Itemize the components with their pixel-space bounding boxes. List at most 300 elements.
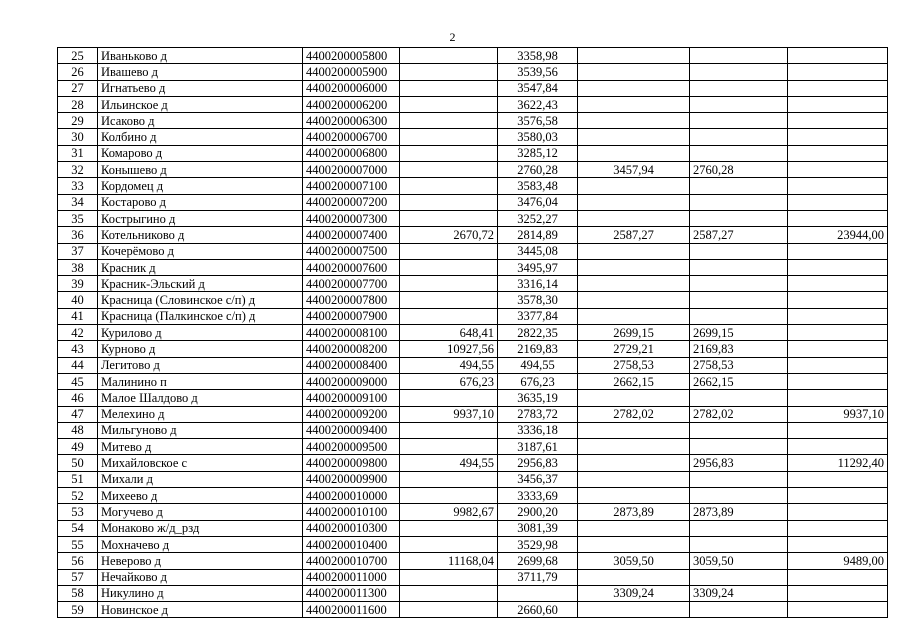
value-col-3 (578, 129, 690, 145)
table-row (58, 113, 888, 129)
value-col-3: 2587,27 (578, 227, 690, 243)
table-row (58, 48, 888, 64)
settlement-name: Красница (Словинское с/п) д (98, 292, 303, 308)
row-number: 56 (58, 553, 98, 569)
value-col-1 (400, 210, 498, 226)
value-col-2: 2760,28 (498, 162, 578, 178)
value-col-2: 3333,69 (498, 488, 578, 504)
row-number: 50 (58, 455, 98, 471)
value-col-1 (400, 276, 498, 292)
value-col-5 (788, 569, 888, 585)
value-col-4: 2760,28 (690, 162, 788, 178)
value-col-1 (400, 145, 498, 161)
settlement-name: Красница (Палкинское с/п) д (98, 308, 303, 324)
settlement-code: 4400200007400 (303, 227, 400, 243)
value-col-3 (578, 96, 690, 112)
row-number: 30 (58, 129, 98, 145)
table-row (58, 80, 888, 96)
value-col-3 (578, 113, 690, 129)
value-col-2: 3635,19 (498, 390, 578, 406)
value-col-2: 2900,20 (498, 504, 578, 520)
settlement-code: 4400200008200 (303, 341, 400, 357)
value-col-2: 2956,83 (498, 455, 578, 471)
value-col-2: 3377,84 (498, 308, 578, 324)
value-col-2: 3576,58 (498, 113, 578, 129)
row-number: 38 (58, 259, 98, 275)
settlement-code: 4400200007200 (303, 194, 400, 210)
value-col-5 (788, 48, 888, 64)
table-row (58, 439, 888, 455)
row-number: 53 (58, 504, 98, 520)
settlement-code: 4400200010300 (303, 520, 400, 536)
table-row (58, 64, 888, 80)
value-col-1 (400, 471, 498, 487)
value-col-3 (578, 64, 690, 80)
settlement-code: 4400200010100 (303, 504, 400, 520)
settlement-code: 4400200006300 (303, 113, 400, 129)
settlement-name: Легитово д (98, 357, 303, 373)
value-col-4 (690, 194, 788, 210)
value-col-5 (788, 178, 888, 194)
value-col-2: 3358,98 (498, 48, 578, 64)
value-col-4 (690, 422, 788, 438)
settlement-name: Курилово д (98, 325, 303, 341)
table-row (58, 422, 888, 438)
settlement-code: 4400200007500 (303, 243, 400, 259)
table-row (58, 390, 888, 406)
settlement-code: 4400200009800 (303, 455, 400, 471)
value-col-2: 2169,83 (498, 341, 578, 357)
row-number: 29 (58, 113, 98, 129)
settlement-code: 4400200009200 (303, 406, 400, 422)
value-col-4 (690, 48, 788, 64)
value-col-5 (788, 520, 888, 536)
value-col-5 (788, 162, 888, 178)
value-col-4: 2169,83 (690, 341, 788, 357)
value-col-1: 9937,10 (400, 406, 498, 422)
value-col-3 (578, 80, 690, 96)
settlement-code: 4400200009500 (303, 439, 400, 455)
settlement-name: Игнатьево д (98, 80, 303, 96)
value-col-2 (498, 585, 578, 601)
value-col-3 (578, 422, 690, 438)
settlement-name: Малое Шалдово д (98, 390, 303, 406)
settlement-code: 4400200011300 (303, 585, 400, 601)
value-col-1 (400, 129, 498, 145)
settlement-code: 4400200009100 (303, 390, 400, 406)
page-number: 2 (449, 30, 456, 44)
value-col-4 (690, 471, 788, 487)
value-col-4 (690, 259, 788, 275)
settlement-name: Малинино п (98, 373, 303, 389)
settlement-name: Иваньково д (98, 48, 303, 64)
settlement-code: 4400200007000 (303, 162, 400, 178)
value-col-3: 2758,53 (578, 357, 690, 373)
settlement-name: Ильинское д (98, 96, 303, 112)
value-col-5 (788, 80, 888, 96)
table-row (58, 194, 888, 210)
settlement-name: Котельниково д (98, 227, 303, 243)
row-number: 39 (58, 276, 98, 292)
settlement-name: Мелехино д (98, 406, 303, 422)
value-col-2: 3285,12 (498, 145, 578, 161)
settlement-code: 4400200005900 (303, 64, 400, 80)
value-col-4 (690, 536, 788, 552)
table-row (58, 129, 888, 145)
value-col-2: 676,23 (498, 373, 578, 389)
value-col-1: 11168,04 (400, 553, 498, 569)
value-col-5 (788, 357, 888, 373)
settlement-code: 4400200011600 (303, 602, 400, 618)
value-col-4 (690, 80, 788, 96)
value-col-3 (578, 178, 690, 194)
value-col-2: 3529,98 (498, 536, 578, 552)
value-col-4: 2699,15 (690, 325, 788, 341)
value-col-5 (788, 471, 888, 487)
value-col-1 (400, 194, 498, 210)
row-number: 40 (58, 292, 98, 308)
value-col-4 (690, 129, 788, 145)
settlement-code: 4400200009400 (303, 422, 400, 438)
settlement-name: Кострыгино д (98, 210, 303, 226)
value-col-4: 2873,89 (690, 504, 788, 520)
value-col-5 (788, 96, 888, 112)
value-col-4: 2782,02 (690, 406, 788, 422)
value-col-3: 2729,21 (578, 341, 690, 357)
value-col-3 (578, 569, 690, 585)
settlement-name: Монаково ж/д_рзд (98, 520, 303, 536)
value-col-1 (400, 243, 498, 259)
table-row (58, 536, 888, 552)
value-col-3 (578, 439, 690, 455)
value-col-2: 3711,79 (498, 569, 578, 585)
settlement-code: 4400200010700 (303, 553, 400, 569)
value-col-5 (788, 602, 888, 618)
value-col-5 (788, 536, 888, 552)
row-number: 43 (58, 341, 98, 357)
value-col-3 (578, 259, 690, 275)
value-col-3: 3059,50 (578, 553, 690, 569)
value-col-3 (578, 145, 690, 161)
settlement-name: Курново д (98, 341, 303, 357)
value-col-1 (400, 520, 498, 536)
value-col-4 (690, 113, 788, 129)
value-col-1 (400, 80, 498, 96)
row-number: 52 (58, 488, 98, 504)
value-col-4 (690, 243, 788, 259)
value-col-2: 3622,43 (498, 96, 578, 112)
row-number: 36 (58, 227, 98, 243)
value-col-4 (690, 520, 788, 536)
row-number: 34 (58, 194, 98, 210)
value-col-5 (788, 145, 888, 161)
value-col-3 (578, 520, 690, 536)
settlement-name: Никулино д (98, 585, 303, 601)
table-row (58, 325, 888, 341)
value-col-2: 3252,27 (498, 210, 578, 226)
table-row (58, 292, 888, 308)
value-col-1 (400, 439, 498, 455)
value-col-1 (400, 536, 498, 552)
value-col-5 (788, 129, 888, 145)
value-col-1 (400, 178, 498, 194)
value-col-3: 2662,15 (578, 373, 690, 389)
value-col-5 (788, 259, 888, 275)
row-number: 47 (58, 406, 98, 422)
settlement-code: 4400200009000 (303, 373, 400, 389)
table-row (58, 455, 888, 471)
table-row (58, 243, 888, 259)
row-number: 55 (58, 536, 98, 552)
value-col-1: 648,41 (400, 325, 498, 341)
table-row (58, 308, 888, 324)
value-col-1 (400, 48, 498, 64)
value-col-3 (578, 308, 690, 324)
row-number: 42 (58, 325, 98, 341)
value-col-5 (788, 422, 888, 438)
settlement-code: 4400200005800 (303, 48, 400, 64)
row-number: 57 (58, 569, 98, 585)
value-col-1: 494,55 (400, 357, 498, 373)
settlement-code: 4400200007900 (303, 308, 400, 324)
value-col-2: 3081,39 (498, 520, 578, 536)
settlement-name: Кордомец д (98, 178, 303, 194)
value-col-4 (690, 64, 788, 80)
settlements-table (57, 47, 888, 618)
settlement-name: Митево д (98, 439, 303, 455)
settlement-code: 4400200007700 (303, 276, 400, 292)
settlement-name: Мохначево д (98, 536, 303, 552)
settlement-code: 4400200010000 (303, 488, 400, 504)
settlement-name: Нечайково д (98, 569, 303, 585)
settlement-name: Новинское д (98, 602, 303, 618)
row-number: 35 (58, 210, 98, 226)
settlement-name: Михайловское с (98, 455, 303, 471)
value-col-4 (690, 96, 788, 112)
value-col-3 (578, 602, 690, 618)
table-row (58, 553, 888, 569)
value-col-4 (690, 145, 788, 161)
value-col-2: 3456,37 (498, 471, 578, 487)
value-col-1 (400, 422, 498, 438)
value-col-4 (690, 569, 788, 585)
settlement-code: 4400200009900 (303, 471, 400, 487)
value-col-2: 3476,04 (498, 194, 578, 210)
table-row (58, 602, 888, 618)
value-col-5 (788, 194, 888, 210)
settlement-code: 4400200007100 (303, 178, 400, 194)
table-row (58, 276, 888, 292)
settlement-name: Неверово д (98, 553, 303, 569)
value-col-2: 3583,48 (498, 178, 578, 194)
value-col-5 (788, 243, 888, 259)
row-number: 25 (58, 48, 98, 64)
value-col-2: 3445,08 (498, 243, 578, 259)
value-col-3 (578, 194, 690, 210)
settlement-name: Исаково д (98, 113, 303, 129)
value-col-5 (788, 210, 888, 226)
value-col-3: 3457,94 (578, 162, 690, 178)
value-col-2: 2699,68 (498, 553, 578, 569)
value-col-3 (578, 455, 690, 471)
value-col-1: 10927,56 (400, 341, 498, 357)
table-row (58, 357, 888, 373)
value-col-5 (788, 504, 888, 520)
settlement-name: Красник д (98, 259, 303, 275)
value-col-2: 3187,61 (498, 439, 578, 455)
row-number: 37 (58, 243, 98, 259)
table-row (58, 227, 888, 243)
table-row (58, 504, 888, 520)
row-number: 59 (58, 602, 98, 618)
settlement-name: Колбино д (98, 129, 303, 145)
table-row (58, 178, 888, 194)
settlement-name: Конышево д (98, 162, 303, 178)
table-row (58, 406, 888, 422)
table-row (58, 162, 888, 178)
value-col-3 (578, 210, 690, 226)
value-col-2: 3316,14 (498, 276, 578, 292)
row-number: 32 (58, 162, 98, 178)
value-col-3 (578, 276, 690, 292)
value-col-5 (788, 113, 888, 129)
value-col-1 (400, 259, 498, 275)
value-col-4: 2662,15 (690, 373, 788, 389)
value-col-4: 3059,50 (690, 553, 788, 569)
value-col-3 (578, 292, 690, 308)
value-col-5 (788, 276, 888, 292)
value-col-5 (788, 585, 888, 601)
value-col-1 (400, 162, 498, 178)
value-col-4 (690, 210, 788, 226)
value-col-4 (690, 439, 788, 455)
settlement-code: 4400200007300 (303, 210, 400, 226)
value-col-2: 3547,84 (498, 80, 578, 96)
value-col-5 (788, 341, 888, 357)
settlement-name: Костарово д (98, 194, 303, 210)
value-col-5: 9937,10 (788, 406, 888, 422)
value-col-5 (788, 390, 888, 406)
value-col-2: 2814,89 (498, 227, 578, 243)
settlement-code: 4400200006700 (303, 129, 400, 145)
table-row (58, 145, 888, 161)
value-col-5 (788, 64, 888, 80)
value-col-1 (400, 585, 498, 601)
value-col-1 (400, 569, 498, 585)
value-col-3 (578, 390, 690, 406)
row-number: 26 (58, 64, 98, 80)
value-col-4 (690, 292, 788, 308)
value-col-3 (578, 243, 690, 259)
value-col-4: 2758,53 (690, 357, 788, 373)
value-col-4 (690, 390, 788, 406)
value-col-2: 2783,72 (498, 406, 578, 422)
settlement-name: Комарово д (98, 145, 303, 161)
value-col-5 (788, 308, 888, 324)
row-number: 51 (58, 471, 98, 487)
table-row (58, 341, 888, 357)
row-number: 49 (58, 439, 98, 455)
value-col-2: 3336,18 (498, 422, 578, 438)
table-row (58, 373, 888, 389)
table-body (58, 48, 888, 618)
row-number: 46 (58, 390, 98, 406)
settlement-name: Ивашево д (98, 64, 303, 80)
value-col-2: 2822,35 (498, 325, 578, 341)
settlement-code: 4400200006800 (303, 145, 400, 161)
value-col-2: 3578,30 (498, 292, 578, 308)
settlement-name: Кочерёмово д (98, 243, 303, 259)
table-row (58, 520, 888, 536)
value-col-3: 2699,15 (578, 325, 690, 341)
settlement-code: 4400200008400 (303, 357, 400, 373)
value-col-3 (578, 48, 690, 64)
value-col-5: 23944,00 (788, 227, 888, 243)
value-col-5 (788, 292, 888, 308)
value-col-2: 3495,97 (498, 259, 578, 275)
row-number: 33 (58, 178, 98, 194)
settlement-name: Мильгуново д (98, 422, 303, 438)
row-number: 58 (58, 585, 98, 601)
value-col-3 (578, 471, 690, 487)
value-col-2: 494,55 (498, 357, 578, 373)
row-number: 45 (58, 373, 98, 389)
row-number: 41 (58, 308, 98, 324)
value-col-1 (400, 308, 498, 324)
value-col-5 (788, 325, 888, 341)
settlement-code: 4400200007800 (303, 292, 400, 308)
value-col-5 (788, 373, 888, 389)
value-col-4: 2956,83 (690, 455, 788, 471)
table-row (58, 488, 888, 504)
value-col-3: 3309,24 (578, 585, 690, 601)
row-number: 44 (58, 357, 98, 373)
value-col-1: 2670,72 (400, 227, 498, 243)
value-col-5 (788, 439, 888, 455)
value-col-1: 9982,67 (400, 504, 498, 520)
row-number: 27 (58, 80, 98, 96)
value-col-1 (400, 64, 498, 80)
settlement-code: 4400200006200 (303, 96, 400, 112)
value-col-1 (400, 292, 498, 308)
value-col-2: 3539,56 (498, 64, 578, 80)
value-col-1 (400, 96, 498, 112)
value-col-1: 676,23 (400, 373, 498, 389)
table-row (58, 585, 888, 601)
value-col-3: 2873,89 (578, 504, 690, 520)
settlement-code: 4400200007600 (303, 259, 400, 275)
value-col-5: 11292,40 (788, 455, 888, 471)
value-col-5 (788, 488, 888, 504)
value-col-4 (690, 602, 788, 618)
settlement-code: 4400200011000 (303, 569, 400, 585)
settlement-name: Красник-Эльский д (98, 276, 303, 292)
value-col-4 (690, 276, 788, 292)
settlement-name: Могучево д (98, 504, 303, 520)
value-col-2: 3580,03 (498, 129, 578, 145)
settlement-name: Михали д (98, 471, 303, 487)
settlement-code: 4400200010400 (303, 536, 400, 552)
value-col-1 (400, 390, 498, 406)
value-col-1 (400, 113, 498, 129)
value-col-5: 9489,00 (788, 553, 888, 569)
value-col-1 (400, 602, 498, 618)
value-col-3 (578, 536, 690, 552)
value-col-4: 3309,24 (690, 585, 788, 601)
value-col-2: 2660,60 (498, 602, 578, 618)
value-col-4 (690, 308, 788, 324)
table-row (58, 471, 888, 487)
